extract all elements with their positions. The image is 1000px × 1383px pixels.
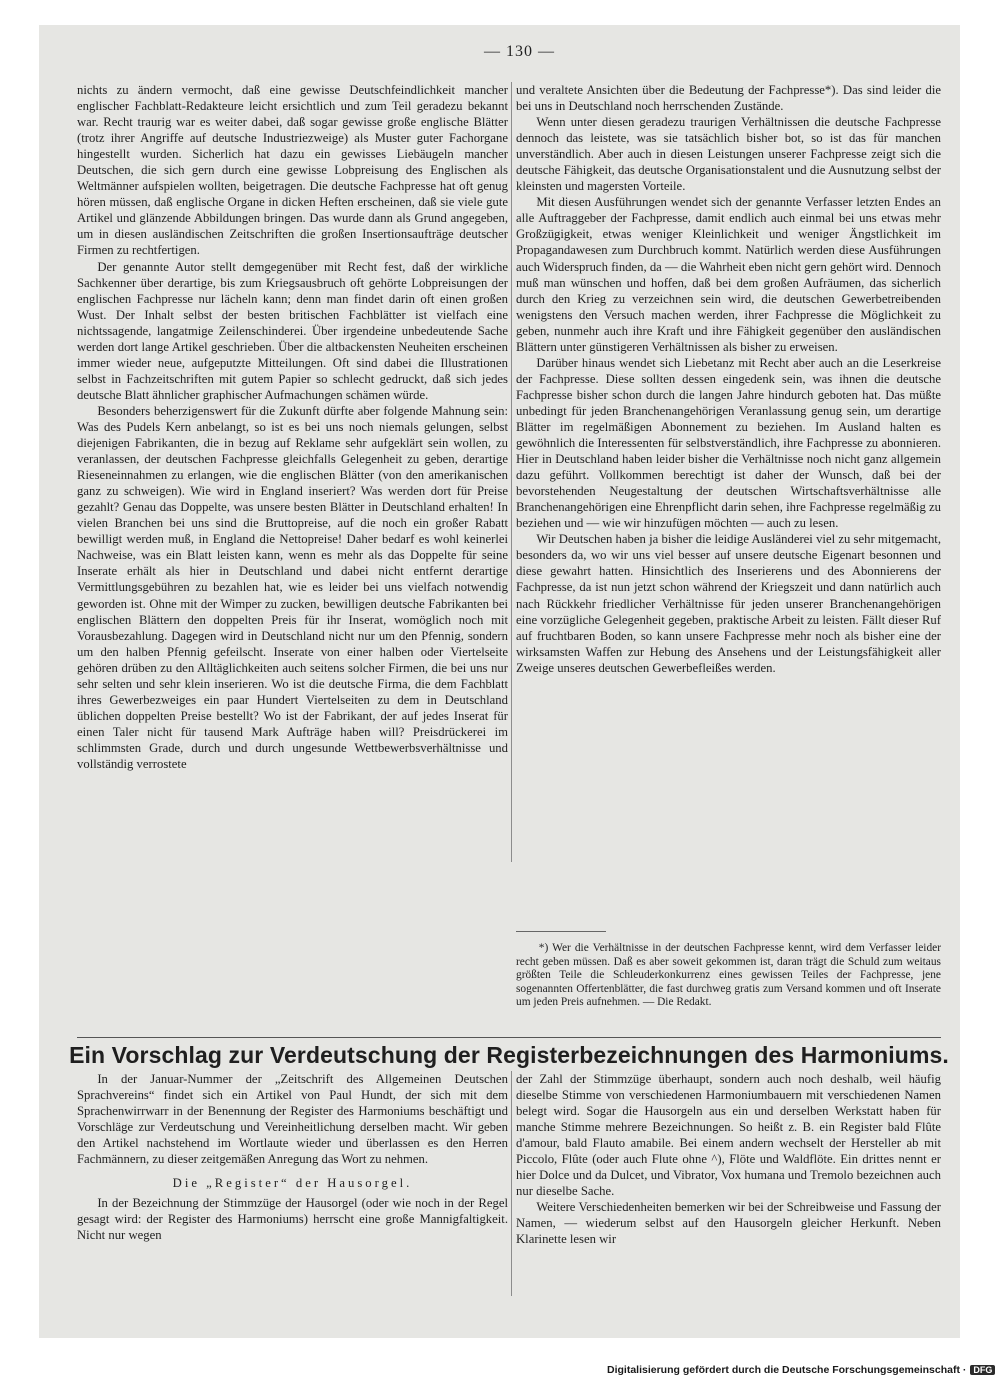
paragraph: Mit diesen Ausführungen wendet sich der genannte Verfasser letzten Endes an alle Auftraggeber der Fachpresse, damit endlich auch einmal bei uns etwas mehr Großzügigkeit, etwas weniger Kleinlichkeit und weniger Ängstlichkeit im Propagandawesen zum Durchbruch kommt. Natürlich werden diese Ausführungen auch Widerspruch finden, da — die Wahrheit eben nicht gern gehört wird. Dennoch muß man wünschen und hoffen, daß bei dem großen Aufräumen, das sicherlich durch den Krieg zu verzeichnen sein wird, die deutschen Gewerbetreibenden wenigstens den Versuch machen werden, ihrer Fachpresse die Möglichkeit zu geben, nunmehr auch ihre Kraft und ihre Fähigkeit gegenüber den ausländischen Blättern unter günstigeren Verhältnissen als bisher zu erweisen. (516, 195, 942, 354)
paragraph: Wenn unter diesen geradezu traurigen Verhältnissen die deutsche Fachpresse dennoch das leistete, was sie tatsächlich bisher bot, so ist das für manchen unverständlich. Aber auch in diesen Leistungen unserer Fachpresse zeigt sich die deutsche Fähigkeit, das deutsche Organisationstalent und die Ausnutzung selbst der kleinsten und magersten Vorteile. (516, 115, 941, 194)
paragraph: In der Januar-Nummer der „Zeitschrift des Allgemeinen Deutschen Sprachvereins“ findet sich ein Artikel von Paul Hundt, der sich mit dem Sprachenwirrwarr in der Benennung der Register des Harmoniums beschäftigt und Vorschläge zur Verdeutschung und Vereinheitlichung derselben macht. Wir geben den Artikel nachstehend im Wortlaute wieder und überlassen es den Herren Fachmännern, zu dieser zeitgemäßen Anregung das Wort zu nehmen. (77, 1072, 508, 1167)
column-divider (511, 1071, 512, 1296)
footnote-rule (516, 931, 606, 932)
subheading: Die „Register“ der Hausorgel. (172, 1176, 413, 1191)
paragraph: Der genannte Autor stellt demgegenüber mit Recht fest, daß der wirkliche Sachkenner über derartige, bis zum Kriegsausbruch oft gehörte Lobpreisungen der englischen Fachpresse nur lächeln kann; denn man findet darin oft einen großen Wust. Der Inhalt selbst der besten britischen Fachblätter ist vielfach eine nichtssagende, langatmige Zeilenschinderei. Über irgendeine unbedeutende Sache werden dort lange Artikel geschrieben. Über die altbackensten Neuheiten erscheinen immer wieder neue, aufgeputzte Mitteilungen. Oft sind dabei die Illustrationen selbst in Fachzeitschriften mit gutem Papier so schlecht gedruckt, daß sich jedes deutsche Blatt ähnlicher graphischer Aufmachungen schämen würde. (77, 259, 508, 402)
paragraph: Darüber hinaus wendet sich Liebetanz mit Recht aber auch an die Leserkreise der Fachpresse. Diese sollten dessen eingedenk sein, was ihnen die deutsche Fachpresse bisher schon durch die langen Jahre hindurch geboten hat. Das müßte unbedingt für jeden Branchenangehörigen Veranlassung genug sein, um derartige Blätter im regelmäßigen Abonnement zu beziehen. Im Ausland halten es gewöhnlich die Interessenten für selbstverständlich, ihre Fachpresse zu abonnieren. Hier in Deutschland haben leider bisher die Verhältnisse noch nicht ganz allgemein dazu geführt. Vollkommen berechtigt ist daher der Wunsch, daß bei der bevorstehenden Neugestaltung der deutschen Wirtschaftsverhältnisse alle Branchenangehörigen eine Ehrenpflicht darin sehen, ihre Fachpresse regelmäßig zu beziehen und — wie wir hinzufügen möchten — auch zu lesen. (516, 355, 941, 531)
section-rule (77, 1037, 941, 1038)
paragraph: Wir Deutschen haben ja bisher die leidige Ausländerei viel zu sehr mitgemacht, besonders da, wo wir uns viel besser auf unsere deutsche Eigenart besonnen und diese gewahrt hatten. Hinsichtlich des Inserierens und des Abonnierens der Fachpresse, da ist nun jetzt schon während der Kriegszeit und dann natürlich auch nach Rückkehr friedlicher Verhältnisse für jeden unserer Branchenangehörigen eine vorzügliche Gelegenheit gegeben, praktische Arbeit zu leisten. Fällt dieser Ruf auf fruchtbaren Boden, so kann unsere Fachpresse mehr noch als bisher eine der wirksamsten Waffen zur Hebung des Ansehens und der Leistungsfähigkeit aller Zweige unseres deutschen Gewerbefleißes werden. (516, 532, 941, 675)
paragraph: Besonders beherzigenswert für die Zukunft dürfte aber folgende Mahnung sein: Was des Pudels Kern anbelangt, so ist es bei uns noch niemals gelungen, selbst diejenigen Fabrikanten, die in bezug auf Reklame sehr aufgeklärt sein wollen, zu veranlassen, der deutschen Fachpresse gleichfalls Gelegenheit zu geben, derartige Rieseneinnahmen zu erlangen, wie die englischen Blätter (von den amerikanischen ganz zu schweigen). Wie wird in England inseriert? Was werden dort für Preise gezahlt? Genau das Doppelte, was unsere besten Blätter in Deutschland erhalten! In vielen Branchen bei uns sind die Bruttopreise, auf die noch ein großer Rabatt bewilligt werden muß, in England die Nettopreise! Daher bedarf es wohl keinerlei Nachweise, was ein Blatt leisten kann, wenn es mehr als das Doppelte für seine Inserate erhält als hier in Deutschland und dabei nicht entfernt derartige Vermittlungsgebühren zu bezahlen hat, wie es leider bei uns vielfach notwendig geworden ist. Ohne mit der Wimper zu zucken, bewilligen deutsche Fabrikanten bei englischen Blättern den doppelten Preis für ihr Inserat, womöglich noch mit Vorausbezahlung. Dagegen wird in Deutschland nicht nur um den Pfennig, sondern um den halben Pfennig gefeilscht. Inserate von einer halben oder Viertelseite gehören drüben zu den Alltäglichkeiten auch seitens solcher Firmen, die bei uns nur sehr selten und sehr klein inserieren. Wo ist die deutsche Firma, die dem Fachblatt ihres Gewerbezweiges ein paar Hundert Viertelseiten zu dem in Deutschland üblichen doppelten Preise bestellt? Wo ist der Fabrikant, der auf jedes Inserat für einen Taler nicht für tausend Mark Aufträge haben will? Preisdrückerei im schlimmsten Grade, durch und durch ungesunde Wettbewerbsverhältnisse und vollständig verrostete (77, 403, 508, 771)
upper-right-column (516, 82, 941, 676)
paragraph: der Zahl der Stimmzüge überhaupt, sondern auch noch deshalb, weil häufig dieselbe Stimme von verschiedenen Harmoniumbauern mit verschiedenen Namen belegt wird. Sogar die Hausorgeln aus ein und derselben Werkstatt haben für manche Stimme mehrere Bezeichnungen. So heißt z. B. ein Register bald Flûte d'amour, bald Flauto amabile. Bei einem andern wechselt der Hersteller ab mit Piccolo, Flûte (oder auch Flute ohne ^), Flöte und Waldflöte. Ein drittes nennt er hier Dolce und da Dulcet, und Vibrator, Vox humana und Tremolo bezeichnen auch nur dieselbe Sache. (516, 1072, 941, 1199)
paragraph: Weitere Verschiedenheiten bemerken wir bei der Schreibweise und Fassung der Namen, — wiederum selbst auf den Hausorgeln gleicher Herkunft. Neben Klarinette lesen wir (516, 1200, 941, 1247)
paragraph: nichts zu ändern vermocht, daß eine gewisse Deutschfeindlichkeit mancher englischer Fachblatt-Redakteure leicht ersichtlich und zum Teil geradezu bekannt war. Recht traurig war es weiter dabei, daß sogar gewisse große englische Blätter (trotz ihrer Angriffe auf deutsche Industriezweige) als Muster guter Fachorgane hingestellt wurden. Sicherlich hat dazu ein gewisses Liebäugeln mancher Deutschen, die sich gern durch eine gewisse Lobpreisung des Englischen als Weltmänner aufspielen wollten, beigetragen. Die deutsche Fachpresse hat oft genug hören müssen, daß englische Organe in dicken Heften erscheinen, daß sie viele gute Artikel und glänzende Abbildungen bringen. Das wurde dann als Grund angegeben, um in diesen ausländischen Zeitschriften die großen Insertionsaufträge deutscher Firmen zu rechtfertigen. (77, 83, 508, 258)
lower-right-column (516, 1071, 941, 1248)
column-divider (511, 82, 512, 862)
lower-left-column (77, 1071, 508, 1243)
upper-left-column (77, 82, 508, 772)
digitization-credit (607, 1364, 993, 1376)
paragraph: und veraltete Ansichten über die Bedeutung der Fachpresse*). Das sind leider die bei uns in Deutschland noch herrschenden Zustände. (516, 83, 941, 114)
scanned-page (39, 25, 960, 1338)
footnote (516, 942, 941, 1010)
footnote-text: *) Wer die Verhältnisse in der deutschen Fachpresse kennt, wird dem Verfasser leider recht geben müssen. Daß es aber soweit gekommen ist, daran trägt die Schuld zum weitaus größten Teile die Schleuderkonkurrenz eines gewissen Teiles der Fachpresse, jene sogenannten Offertenblätter, die fast durchweg gratis zum Versand kommen und oft Inserate um jeden Preis aufnehmen. — Die Redakt. (516, 942, 941, 1009)
dfg-logo: DFG (970, 1365, 995, 1375)
page-number: — 130 — (484, 43, 555, 60)
credit-text: Digitalisierung gefördert durch die Deutsche Forschungsgemeinschaft · (607, 1364, 967, 1376)
article-headline: Ein Vorschlag zur Verdeutschung der Registerbezeichnungen des Harmoniums. (69, 1042, 949, 1068)
paragraph: In der Bezeichnung der Stimmzüge der Hausorgel (oder wie noch in der Regel gesagt wird: der Register des Harmoniums) herrscht eine große Mannigfaltigkeit. Nicht nur wegen (77, 1196, 508, 1243)
